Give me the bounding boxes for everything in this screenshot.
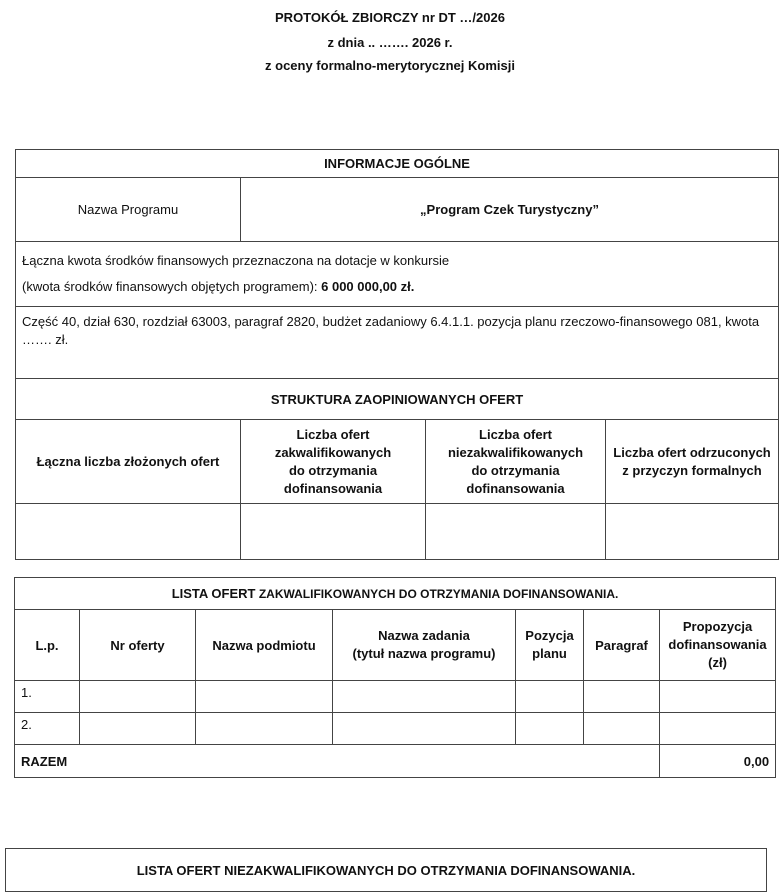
funds-amount: 6 000 000,00 zł. (321, 279, 415, 294)
col-line: Liczba ofert odrzuconych (613, 444, 771, 460)
table-cell[interactable] (516, 681, 584, 713)
header-line: dofinansowania (668, 637, 767, 652)
row-number: 2. (15, 713, 80, 745)
table-cell[interactable] (333, 681, 516, 713)
col-header-paragraf: Paragraf (584, 610, 660, 681)
qualified-heading-rest: ZAKWALIFIKOWANYCH DO OTRZYMANIA DOFINANSOWANIA. (255, 587, 619, 601)
structure-value-unqualified[interactable] (426, 504, 606, 560)
col-header-podmiot: Nazwa podmiotu (196, 610, 333, 681)
structure-value-rejected[interactable] (606, 504, 779, 560)
unqualified-offers-table (5, 848, 767, 892)
col-line: zakwalifikowanych (274, 444, 392, 460)
table-row (15, 713, 776, 745)
structure-col-total: Łączna liczba złożonych ofert (16, 420, 241, 504)
structure-col-unqualified (426, 420, 606, 504)
funds-line1: Łączna kwota środków finansowych przeznaczona na dotacje w konkursie (22, 253, 450, 268)
table-cell[interactable] (584, 681, 660, 713)
protocol-date: z dnia .. ……. 2026 r. (327, 35, 453, 50)
funds-line2-prefix: (kwota środków finansowych objętych programem): (22, 279, 322, 294)
table-cell[interactable] (660, 681, 776, 713)
table-cell[interactable] (516, 713, 584, 745)
table-cell[interactable] (660, 713, 776, 745)
table-cell[interactable] (196, 713, 333, 745)
table-cell[interactable] (584, 713, 660, 745)
qualified-offers-table (14, 577, 776, 778)
table-row (15, 681, 776, 713)
col-line: do otrzymania (471, 462, 560, 478)
header-line: Pozycja (525, 628, 574, 643)
col-line: niezakwalifikowanych (447, 444, 584, 460)
structure-value-qualified[interactable] (241, 504, 426, 560)
qualified-heading (15, 578, 776, 610)
table-cell[interactable] (80, 713, 196, 745)
header-line: (tytuł nazwa programu) (352, 646, 496, 661)
funds-line2 (22, 278, 772, 296)
table-cell[interactable] (196, 681, 333, 713)
structure-col-qualified (241, 420, 426, 504)
col-line: Liczba ofert (296, 426, 370, 442)
row-number: 1. (15, 681, 80, 713)
col-line: z przyczyn formalnych (622, 462, 762, 478)
unqualified-heading: LISTA OFERT NIEZAKWALIFIKOWANYCH DO OTRZYMANIA DOFINANSOWANIA. (6, 849, 767, 892)
total-label: RAZEM (15, 745, 660, 778)
program-name: „Program Czek Turystyczny” (241, 178, 779, 242)
header-line: Nazwa zadania (378, 628, 470, 643)
budget-text: Część 40, dział 630, rozdział 63003, paragraf 2820, budżet zadaniowy 6.4.1.1. pozycja planu rzeczowo-finansowego 081, kwota ……. zł. (22, 314, 760, 347)
col-line: Liczba ofert (479, 426, 552, 442)
general-info-table (15, 149, 779, 560)
col-line: do otrzymania (288, 462, 378, 478)
col-header-nr: Nr oferty (80, 610, 196, 681)
general-info-heading: INFORMACJE OGÓLNE (16, 150, 779, 178)
structure-heading: STRUKTURA ZAOPINIOWANYCH OFERT (16, 379, 779, 420)
header-line: planu (532, 646, 567, 661)
col-header-lp: L.p. (15, 610, 80, 681)
header-line: Propozycja (682, 619, 753, 634)
budget-cell (16, 307, 779, 379)
qualified-heading-bold: LISTA OFERT (171, 586, 256, 601)
protocol-subtitle: z oceny formalno-merytorycznej Komisji (265, 58, 515, 73)
table-cell[interactable] (333, 713, 516, 745)
funds-cell (16, 242, 779, 307)
program-label: Nazwa Programu (16, 178, 241, 242)
col-line: dofinansowania (283, 480, 383, 496)
header-line: (zł) (708, 655, 727, 670)
col-line: dofinansowania (466, 480, 565, 496)
structure-value-total[interactable] (16, 504, 241, 560)
protocol-title: PROTOKÓŁ ZBIORCZY nr DT …/2026 (275, 10, 505, 25)
table-cell[interactable] (80, 681, 196, 713)
col-header-zadanie (333, 610, 516, 681)
col-header-propozycja (660, 610, 776, 681)
structure-col-rejected (606, 420, 779, 504)
total-value: 0,00 (660, 745, 776, 778)
col-header-pozycja (516, 610, 584, 681)
